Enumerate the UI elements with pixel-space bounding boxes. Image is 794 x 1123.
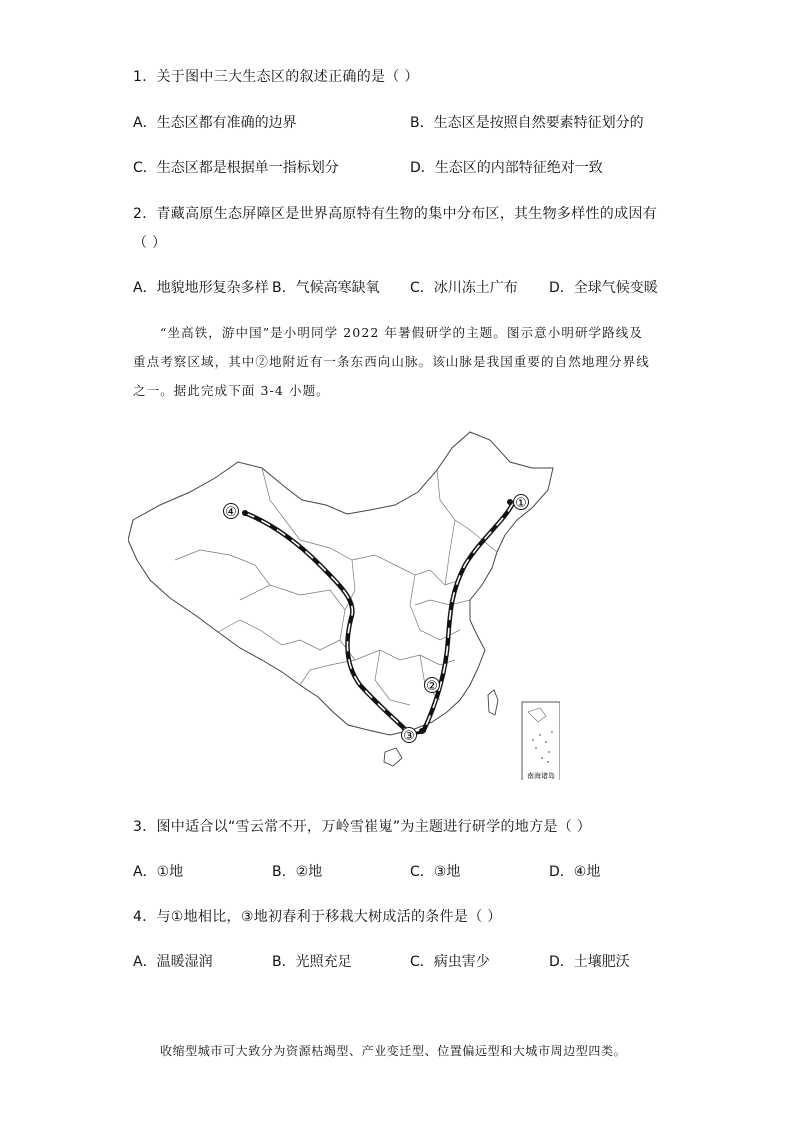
marker-1 — [514, 495, 529, 512]
q3-option-d: D．④地 — [549, 864, 601, 880]
q1-stem: 1．关于图中三大生态区的叙述正确的是（ ） — [133, 69, 419, 85]
svg-text:④: ④ — [225, 505, 237, 520]
q2-stem-line1: 2．青藏高原生态屏障区是世界高原特有生物的集中分布区，其生物多样性的成因有 — [133, 206, 658, 222]
q3-stem: 3．图中适合以“雪云常不开，万岭雪崔嵬”为主题进行研学的地方是（ ） — [133, 819, 592, 835]
svg-text:②: ② — [426, 679, 438, 694]
q3-option-b: B．②地 — [272, 864, 323, 880]
q2-option-d: D．全球气候变暖 — [549, 280, 658, 296]
q2-option-b: B．气候高寒缺氧 — [272, 280, 380, 296]
taiwan-island — [488, 690, 498, 715]
q1-option-b: B．生态区是按照自然要素特征划分的 — [410, 115, 644, 131]
marker-3 — [402, 728, 417, 745]
marker-2 — [425, 678, 440, 695]
south-china-sea-inset — [522, 702, 560, 780]
intro-line1: “坐高铁，游中国”是小明同学 2022 年暑假研学的主题。图示意小明研学路线及 — [160, 325, 643, 340]
intro-line3: 之一。据此完成下面 3-4 小题。 — [133, 383, 330, 398]
q1-option-d: D．生态区的内部特征绝对一致 — [410, 160, 603, 176]
q2-stem-line2: （ ） — [133, 235, 167, 251]
q4-option-a: A．温暖湿润 — [133, 954, 213, 970]
q1-option-a: A．生态区都有准确的边界 — [133, 115, 297, 131]
q4-stem: 4．与①地相比，③地初春利于移栽大树成活的条件是（ ） — [133, 909, 502, 925]
intro-line2: 重点考察区域，其中②地附近有一条东西向山脉。该山脉是我国重要的自然地理分界线 — [133, 354, 650, 369]
inset-label: 南海诸岛 — [527, 772, 555, 780]
q2-option-a: A．地貌地形复杂多样 — [133, 280, 269, 296]
q3-option-a: A．①地 — [133, 864, 184, 880]
point-1-dot — [507, 499, 513, 505]
china-route-map — [128, 428, 560, 780]
point-4-dot — [242, 510, 248, 516]
q1-option-c: C．生态区都是根据单一指标划分 — [133, 160, 339, 176]
marker-4 — [224, 504, 239, 521]
q4-option-c: C．病虫害少 — [410, 954, 490, 970]
q4-option-b: B．光照充足 — [272, 954, 352, 970]
q3-option-c: C．③地 — [410, 864, 461, 880]
q4-option-d: D．土壤肥沃 — [549, 954, 630, 970]
footer-text: 收缩型城市可大致分为资源枯竭型、产业变迁型、位置偏远型和大城市周边型四类。 — [160, 1044, 627, 1058]
q2-option-c: C．冰川冻土广布 — [410, 280, 518, 296]
svg-text:①: ① — [515, 496, 527, 511]
svg-text:③: ③ — [403, 729, 415, 744]
hainan-island — [384, 748, 402, 766]
point-3-dot — [419, 728, 425, 734]
